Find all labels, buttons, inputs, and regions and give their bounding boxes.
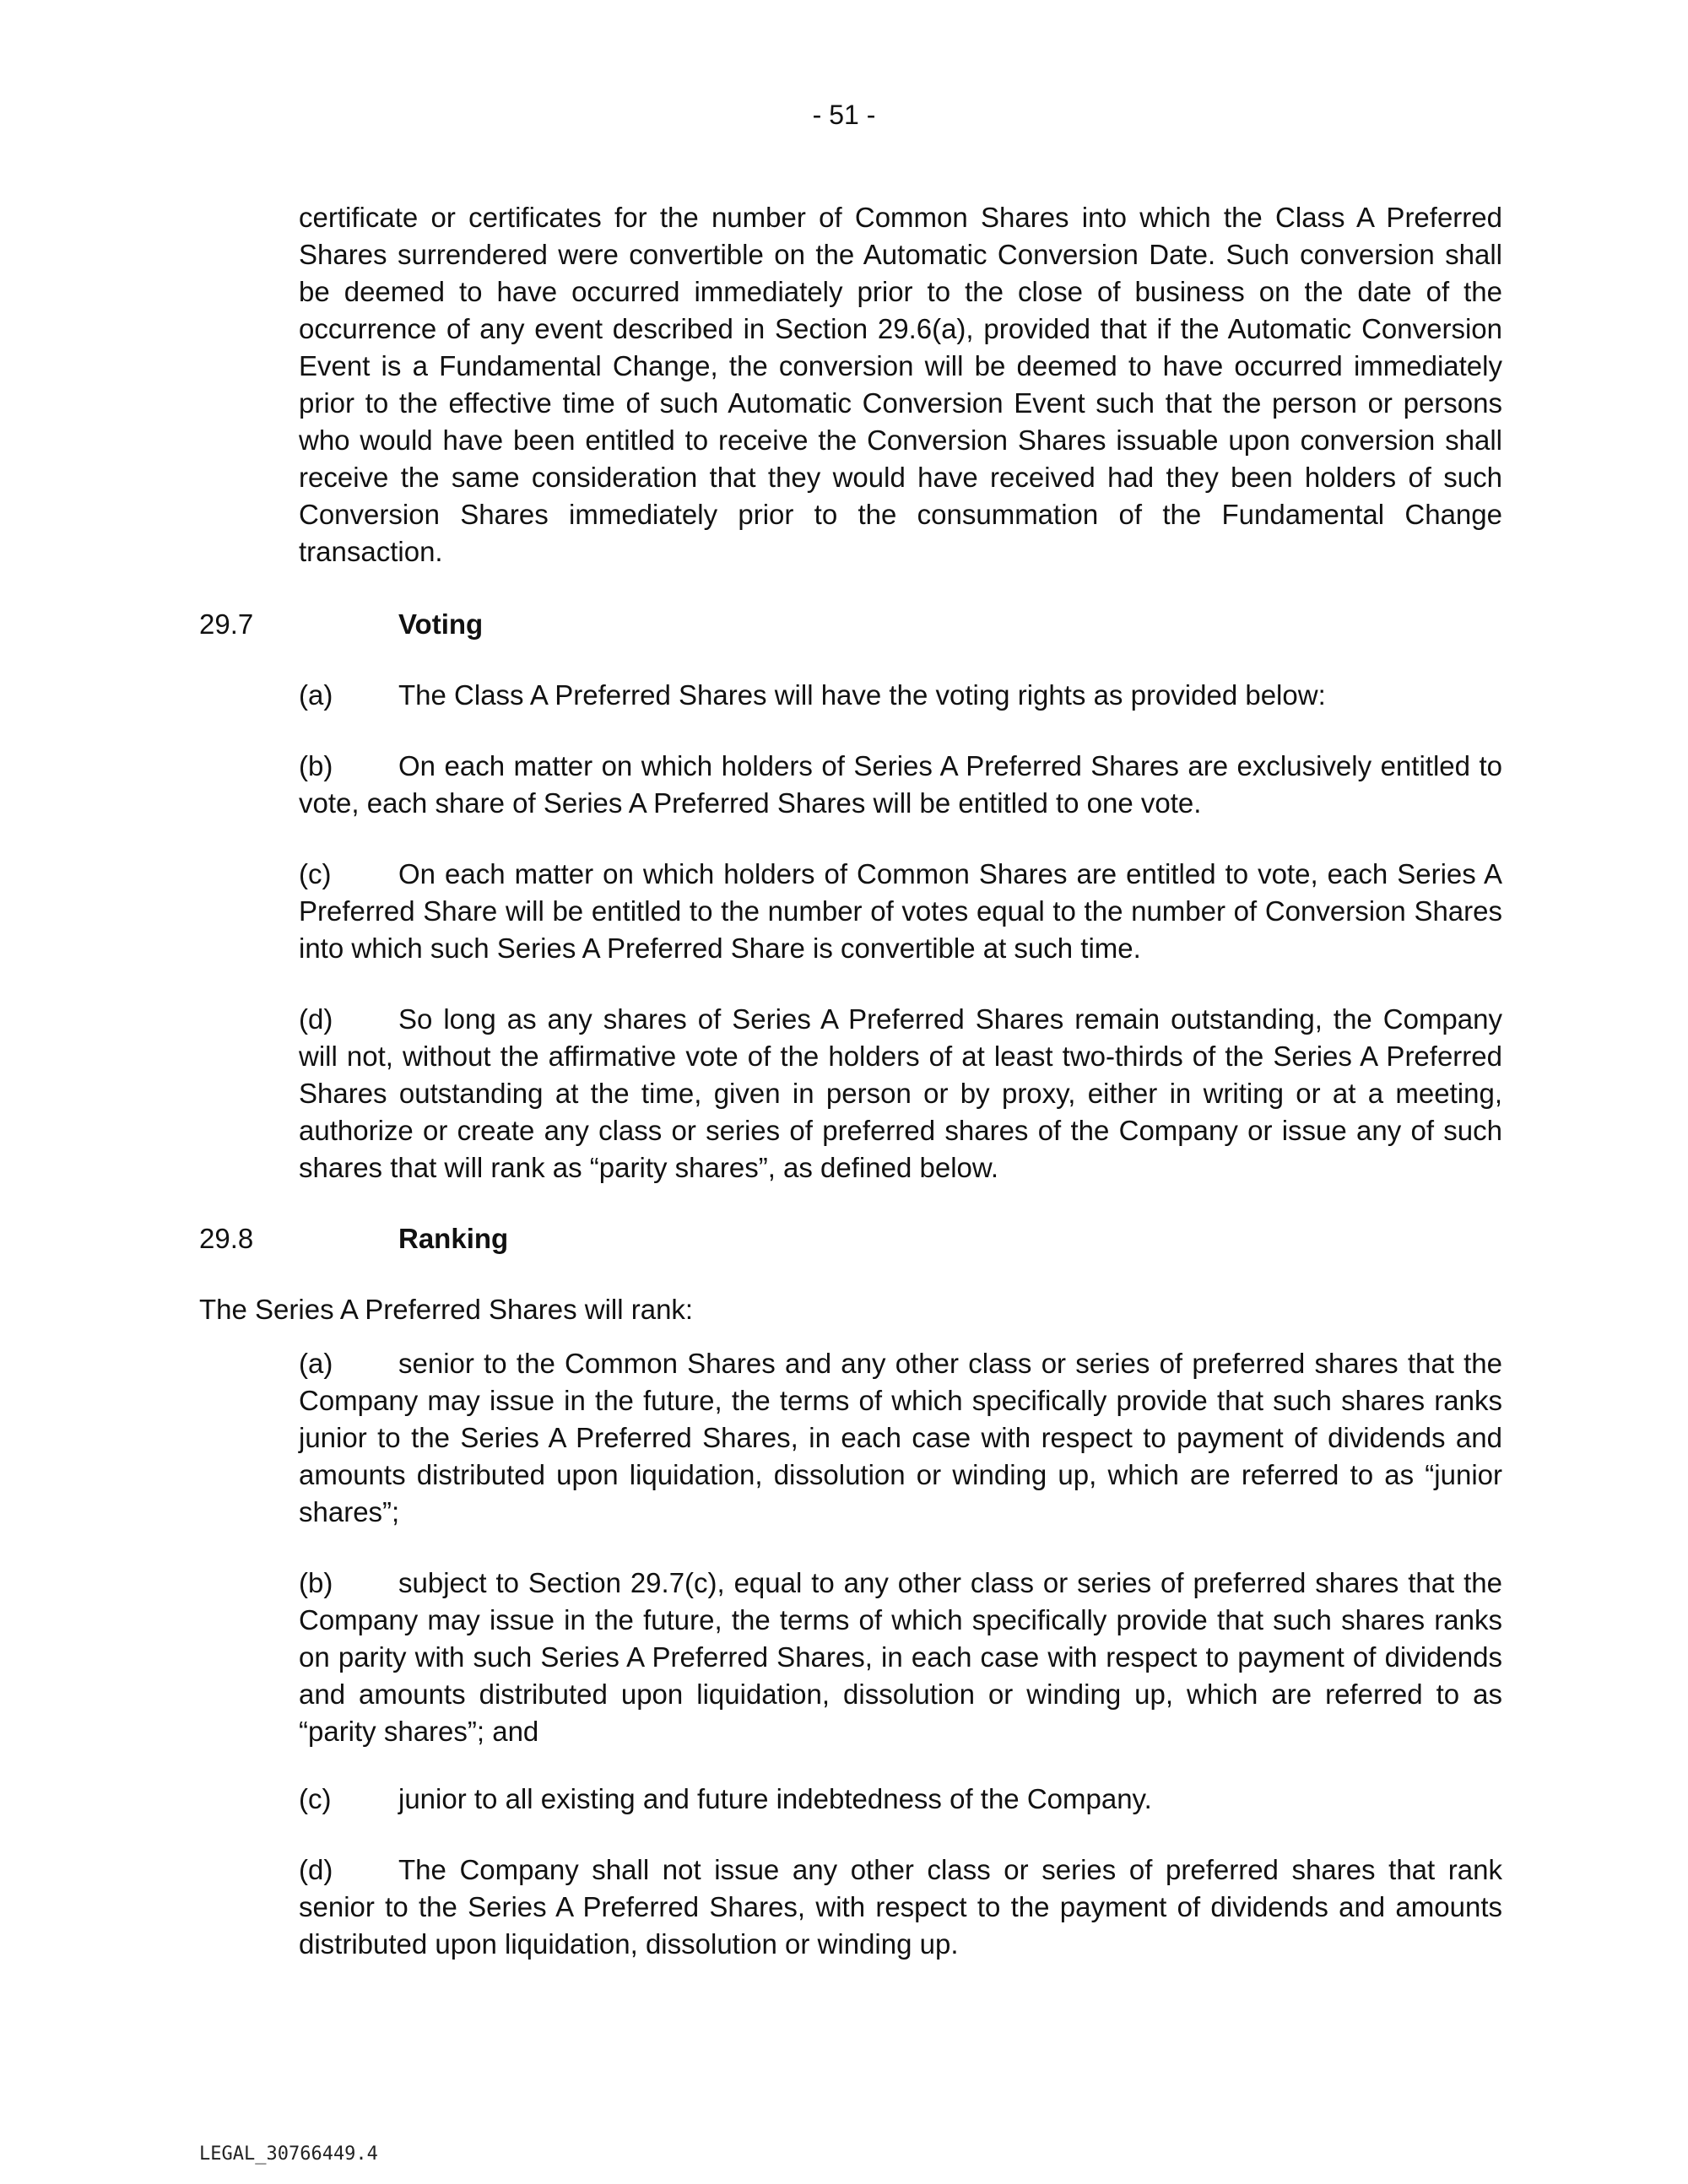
voting-item-c [299, 856, 1502, 967]
item-text: On each matter on which holders of Series A Preferred Shares are exclusively entitled to vote, each share of Series A Preferred Shares will be entitled to one vote. [299, 750, 1502, 819]
ranking-item-c [299, 1781, 1502, 1818]
item-label: (b) [299, 1567, 333, 1598]
section-heading-29-8 [199, 1220, 508, 1257]
section-title: Ranking [398, 1223, 509, 1254]
section-heading-29-7 [199, 606, 483, 643]
document-id-footer: LEGAL_30766449.4 [199, 2143, 378, 2165]
section-title: Voting [398, 608, 484, 640]
item-label: (a) [299, 1348, 333, 1379]
voting-item-d [299, 1001, 1502, 1187]
item-label: (d) [299, 1003, 333, 1035]
item-label: (c) [299, 858, 332, 889]
item-text: The Company shall not issue any other class or series of preferred shares that rank senior to the Series A Preferred Shares, with respect to the payment of dividends and amounts distributed upon liquidation, dissolution or winding up. [299, 1854, 1502, 1960]
item-label: (d) [299, 1854, 333, 1885]
ranking-lead: The Series A Preferred Shares will rank: [199, 1294, 694, 1325]
intro-paragraph: certificate or certificates for the number of Common Shares into which the Class A Preferred Shares surrendered were convertible on the Automatic Conversion Date. Such conversion shall be deemed to have occurred immediately prior to the close of business on the date of the occurrence of any event described in Section 29.6(a), provided that if the Automatic Conversion Event is a Fundamental Change, the conversion will be deemed to have occurred immediately prior to the effective time of such Automatic Conversion Event such that the person or persons who would have been entitled to receive the Conversion Shares issuable upon conversion shall receive the same consideration that they would have received had they been holders of such Conversion Shares immediately prior to the consummation of the Fundamental Change transaction. [299, 202, 1502, 567]
item-label: (a) [299, 679, 333, 711]
item-label: (c) [299, 1783, 332, 1814]
item-text: The Class A Preferred Shares will have the voting rights as provided below: [398, 679, 1326, 711]
item-text: junior to all existing and future indebtedness of the Company. [398, 1783, 1152, 1814]
page-number: - 51 - [812, 100, 876, 130]
ranking-item-b [299, 1565, 1502, 1750]
voting-item-a [299, 677, 1502, 714]
section-number: 29.8 [199, 1223, 254, 1254]
ranking-item-d [299, 1852, 1502, 1963]
item-text: senior to the Common Shares and any other class or series of preferred shares that the Company may issue in the future, the terms of which specifically provide that such shares ranks junior to the Series A Preferred Shares, in each case with respect to payment of dividends and amounts distributed upon liquidation, dissolution or winding up, which are referred to as “junior shares”; [299, 1348, 1502, 1527]
item-text: subject to Section 29.7(c), equal to any other class or series of preferred shares that the Company may issue in the future, the terms of which specifically provide that such shares ranks on parity with such Series A Preferred Shares, in each case with respect to payment of dividends and amounts distributed upon liquidation, dissolution or winding up, which are referred to as “parity shares”; and [299, 1567, 1502, 1747]
voting-item-b [299, 748, 1502, 822]
item-text: On each matter on which holders of Common Shares are entitled to vote, each Series A Preferred Share will be entitled to the number of votes equal to the number of Conversion Shares into which such Series A Preferred Share is convertible at such time. [299, 858, 1502, 964]
item-label: (b) [299, 750, 333, 781]
ranking-item-a [299, 1345, 1502, 1531]
section-number: 29.7 [199, 608, 254, 640]
item-text: So long as any shares of Series A Preferred Shares remain outstanding, the Company will not, without the affirmative vote of the holders of at least two-thirds of the Series A Preferred Shares outstanding at the time, given in person or by proxy, either in writing or at a meeting, authorize or create any class or series of preferred shares of the Company or issue any of such shares that will rank as “parity shares”, as defined below. [299, 1003, 1502, 1183]
